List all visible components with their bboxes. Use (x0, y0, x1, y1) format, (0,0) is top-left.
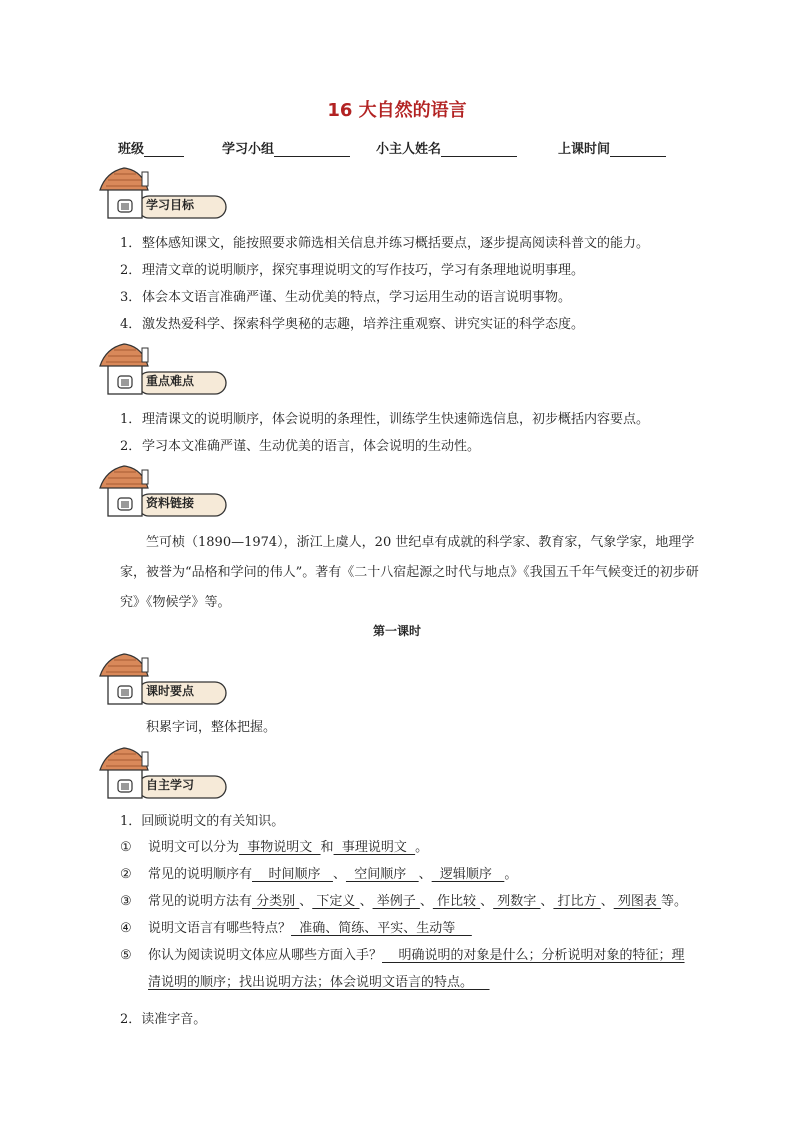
house-icon (98, 342, 228, 398)
answer: 下定义 (312, 894, 360, 909)
section-self-study-header (98, 746, 228, 802)
section-material-header (98, 464, 228, 520)
question-1-title: 1．回顾说明文的有关知识。 (120, 814, 285, 829)
name-label: 小主人姓名 (376, 142, 442, 157)
house-icon (98, 652, 228, 708)
house-icon (98, 166, 228, 222)
class-blank[interactable] (144, 142, 184, 157)
lesson-title: 第一课时 (372, 624, 421, 638)
section-goals-header (98, 166, 228, 222)
house-icon (98, 746, 228, 802)
answer: 明确说明的对象是什么；分析说明对象的特征；理 (382, 948, 685, 963)
page-title: 16 大自然的语言 (327, 100, 467, 121)
key-item: 1．理清课文的说明顺序，体会说明的条理性，训练学生快速筛选信息，初步概括内容要点。 (120, 412, 650, 427)
group-blank[interactable] (274, 142, 350, 157)
answer: 举例子 (372, 894, 420, 909)
question-1-4: ④ 说明文语言有哪些特点？ 准确、简练、平实、生动等 (120, 921, 472, 936)
time-field (558, 138, 666, 157)
answer: 逻辑顺序 (431, 867, 505, 882)
goal-item: 3．体会本文语言准确严谨、生动优美的特点，学习运用生动的语言说明事物。 (120, 290, 572, 305)
question-1-3: ③ 常见的说明方法有 分类别 、 下定义 、 举例子 、 作比较 、 列数字 、 打比方 、 列图表 等。 (120, 894, 687, 909)
section-lesson-point-title: 课时要点 (146, 684, 195, 698)
question-2-title: 2．读准字音。 (120, 1012, 207, 1027)
time-blank[interactable] (610, 142, 666, 157)
section-material-title: 资料链接 (146, 496, 195, 510)
answer: 空间顺序 (345, 867, 419, 882)
answer: 准确、简练、平实、生动等 (291, 921, 472, 936)
question-1-5: ⑤ 你认为阅读说明文体应从哪些方面入手？ 明确说明的对象是什么；分析说明对象的特征；理 (120, 948, 685, 963)
question-1-1: ① 说明文可以分为 事物说明文 和 事理说明文 。 (120, 840, 429, 855)
section-goals-title: 学习目标 (146, 198, 195, 212)
goal-item: 2．理清文章的说明顺序，探究事理说明文的写作技巧，学习有条理地说明事理。 (120, 263, 585, 278)
goal-item: 4．激发热爱科学、探索科学奥秘的志趣，培养注重观察、讲究实证的科学态度。 (120, 317, 585, 332)
name-blank[interactable] (441, 142, 517, 157)
answer: 清说明的顺序；找出说明方法；体会说明文语言的特点。 (148, 975, 490, 990)
lesson-point-text: 积累字词，整体把握。 (146, 720, 277, 735)
class-label: 班级 (118, 142, 145, 157)
material-paragraph: 竺可桢（1890—1974），浙江上虞人，20 世纪卓有成就的科学家、教育家，气象学家，地理学家，被誉为“品格和学问的伟人”。著有《二十八宿起源之时代与地点》《我国五千年气候变迁的初步研究》《物候学》等。 (120, 535, 699, 610)
section-self-study-title: 自主学习 (146, 778, 195, 792)
group-label: 学习小组 (222, 142, 275, 157)
answer: 列图表 (613, 894, 661, 909)
question-1-5-cont (148, 971, 490, 990)
answer: 事物说明文 (239, 840, 321, 855)
section-lesson-point-header (98, 652, 228, 708)
answer: 列数字 (493, 894, 541, 909)
goal-item: 1．整体感知课文，能按照要求筛选相关信息并练习概括要点，逐步提高阅读科普文的能力。 (120, 236, 650, 251)
answer: 打比方 (553, 894, 601, 909)
key-item: 2．学习本文准确严谨、生动优美的语言，体会说明的生动性。 (120, 439, 481, 454)
answer: 作比较 (432, 894, 481, 909)
group-field (222, 138, 350, 157)
question-1-2: ② 常见的说明顺序有 时间顺序 、 空间顺序 、 逻辑顺序 。 (120, 867, 518, 882)
name-field (376, 138, 517, 157)
class-field (118, 138, 184, 157)
section-key-header (98, 342, 228, 398)
section-key-title: 重点难点 (146, 374, 195, 388)
answer: 事理说明文 (333, 840, 416, 855)
answer: 分类别 (252, 894, 300, 909)
answer: 时间顺序 (252, 867, 333, 882)
time-label: 上课时间 (558, 142, 611, 157)
house-icon (98, 464, 228, 520)
